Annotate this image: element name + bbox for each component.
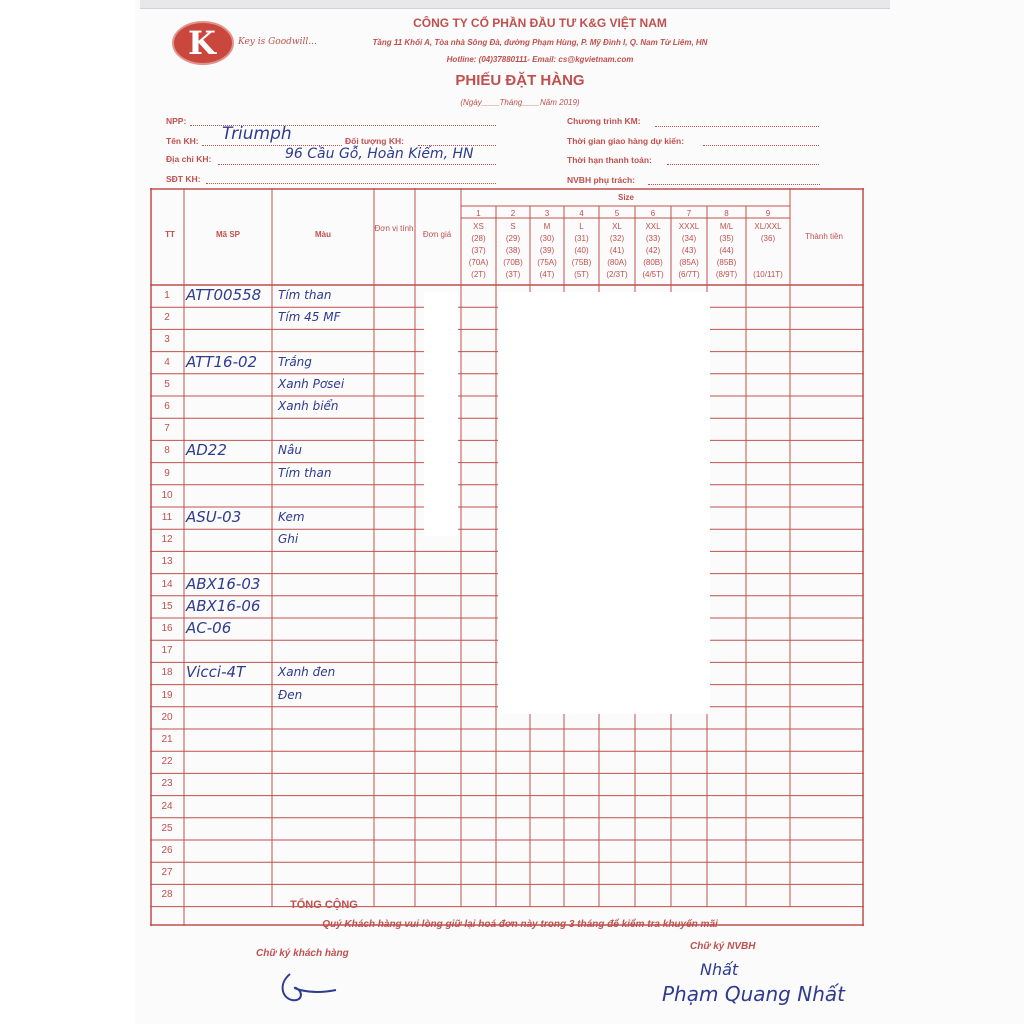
size-label-6: (4/5T) — [642, 270, 664, 279]
size-label-7: (6/7T) — [678, 270, 700, 279]
row-number: 5 — [164, 378, 170, 390]
chuong-trinh-label: Chương trình KM: — [567, 116, 641, 126]
size-label-6: (80B) — [643, 258, 663, 267]
size-label-5: XL — [612, 222, 622, 231]
size-label-2: (29) — [505, 234, 521, 243]
entry-color: Đen — [278, 687, 303, 702]
company-hotline: Hotline: (04)37880111- Email: cs@kgvietnam.com — [446, 55, 634, 64]
form-date-line: (Ngày____Tháng____Năm 2019) — [460, 98, 580, 107]
ten-kh-label: Tên KH: — [166, 136, 199, 146]
size-label-5: (32) — [609, 234, 625, 243]
size-label-5: (80A) — [607, 258, 627, 267]
size-label-3: (30) — [539, 234, 555, 243]
size-label-6: (42) — [645, 246, 661, 255]
doi-tuong-label: Đối tượng KH: — [345, 136, 404, 146]
size-number-3: 3 — [544, 209, 550, 218]
size-label-8: M/L — [719, 222, 734, 231]
size-label-2: S — [510, 222, 516, 231]
size-label-4: (31) — [574, 234, 589, 243]
paper-background-left — [0, 0, 135, 1024]
row-number: 16 — [161, 623, 173, 634]
size-label-8: (35) — [719, 234, 734, 243]
row-number: 24 — [161, 800, 173, 812]
ten-kh-value: Triumph — [222, 124, 292, 144]
size-label-5: (41) — [609, 246, 625, 255]
size-label-8: (85B) — [716, 258, 737, 267]
size-label-2: (3T) — [505, 270, 521, 279]
customer-signature-label: Chữ ký khách hàng — [256, 948, 349, 959]
size-label-2: (70B) — [503, 258, 523, 267]
col-masp-header: Mã SP — [215, 230, 240, 239]
size-number-5: 5 — [614, 209, 620, 218]
entry-product-code: ATT00558 — [186, 286, 262, 304]
entry-color: Kem — [278, 510, 305, 524]
row-number: 20 — [161, 711, 173, 723]
size-label-1: (2T) — [471, 270, 486, 279]
size-label-5: (2/3T) — [606, 270, 628, 279]
size-label-7: XXXL — [678, 222, 700, 231]
size-number-6: 6 — [650, 209, 656, 218]
size-label-9: XL/XXL — [754, 222, 782, 231]
row-number: 4 — [164, 356, 170, 368]
kg-logo — [172, 21, 234, 65]
dia-chi-value: 96 Cầu Gỗ, Hoàn Kiếm, HN — [285, 146, 474, 162]
thoi-han-line — [667, 163, 819, 165]
row-number: 13 — [161, 556, 173, 568]
size-number-1: 1 — [476, 209, 481, 218]
col-size-header: Size — [617, 193, 634, 202]
size-label-6: (33) — [645, 234, 661, 243]
entry-color: Tím 45 MF — [278, 310, 341, 325]
dia-chi-line — [218, 163, 496, 165]
size-label-3: (39) — [539, 246, 555, 255]
size-label-4: (40) — [574, 246, 589, 255]
nvbh-label: NVBH phụ trách: — [567, 175, 635, 185]
redaction-strip — [424, 292, 458, 536]
row-number: 22 — [161, 756, 173, 768]
size-label-9: (36) — [760, 234, 776, 243]
row-number: 25 — [161, 822, 173, 834]
row-number: 18 — [161, 667, 173, 679]
size-number-7: 7 — [686, 209, 692, 218]
entry-color: Xanh Pơsei — [278, 376, 345, 391]
row-number: 1 — [164, 290, 170, 301]
sdt-label: SĐT KH: — [166, 174, 201, 184]
redaction-block — [498, 292, 710, 714]
row-number: 6 — [164, 401, 170, 412]
form-title: PHIẾU ĐẶT HÀNG — [455, 72, 585, 89]
thoi-han-label: Thời hạn thanh toán: — [567, 155, 652, 165]
entry-product-code: ATT16-02 — [186, 352, 258, 371]
size-number-2: 2 — [510, 209, 516, 218]
customer-signature — [276, 966, 346, 1006]
entry-color: Nâu — [278, 443, 302, 458]
entry-color: Ghi — [278, 532, 299, 547]
nvbh-line — [648, 183, 820, 185]
nvbh-signature-label: Chữ ký NVBH — [690, 941, 756, 952]
size-label-7: (85A) — [679, 258, 699, 267]
entry-product-code: AC-06 — [186, 619, 232, 637]
promotion-note: Quý Khách hàng vui lòng giữ lại hoá đơn này trong 3 tháng để kiểm tra khuyến mãi — [322, 919, 718, 930]
row-number: 12 — [161, 534, 173, 546]
row-number: 3 — [164, 334, 170, 346]
size-label-4: (75B) — [571, 258, 592, 267]
company-address: Tầng 11 Khối A, Tòa nhà Sông Đà, đường Phạm Hùng, P. Mỹ Đình I, Q. Nam Từ Liêm, HN — [372, 38, 708, 47]
nvbh-signature-short: Nhất — [700, 960, 739, 979]
total-label: TỔNG CỘNG — [290, 899, 358, 911]
entry-product-code: ABX16-03 — [186, 574, 261, 593]
sdt-line — [206, 182, 496, 184]
entry-color: Tím than — [278, 288, 332, 302]
size-number-8: 8 — [724, 209, 729, 218]
entry-color: Xanh biển — [278, 399, 339, 413]
company-slogan: Key is Goodwill... — [238, 37, 317, 47]
entry-product-code: ABX16-06 — [186, 596, 261, 615]
row-number: 15 — [161, 600, 173, 612]
chuong-trinh-line — [655, 125, 819, 127]
size-label-7: (43) — [681, 246, 697, 255]
row-number: 23 — [161, 778, 173, 790]
entry-color: Trắng — [278, 354, 312, 369]
row-number: 8 — [164, 445, 170, 457]
dia-chi-label: Địa chỉ KH: — [166, 154, 212, 164]
size-label-1: XS — [473, 222, 484, 231]
row-number: 7 — [164, 423, 170, 435]
npp-label: NPP: — [166, 116, 187, 126]
row-number: 28 — [161, 889, 173, 901]
col-tt-header: TT — [165, 230, 175, 239]
row-number: 26 — [161, 845, 173, 856]
row-number: 14 — [161, 578, 173, 590]
col-mau-header: Màu — [315, 230, 331, 239]
entry-color: Xanh đen — [278, 665, 336, 680]
entry-color: Tím than — [278, 465, 332, 480]
size-label-7: (34) — [681, 234, 697, 243]
size-label-3: (75A) — [537, 258, 557, 267]
col-dongia-header: Đơn giá — [422, 230, 452, 239]
size-label-1: (70A) — [468, 258, 489, 267]
row-number: 19 — [161, 689, 173, 701]
previous-sheet-edge — [140, 0, 890, 9]
size-label-4: (5T) — [574, 270, 589, 279]
col-donvi-header: Đơn vị tính — [374, 224, 414, 233]
nvbh-signature-name: Phạm Quang Nhất — [662, 982, 845, 1006]
thoi-gian-label: Thời gian giao hàng dự kiến: — [567, 136, 685, 146]
size-label-4: L — [579, 222, 584, 231]
row-number: 9 — [164, 467, 170, 479]
size-label-1: (37) — [471, 246, 486, 255]
thoi-gian-line — [703, 144, 819, 146]
company-name: CÔNG TY CỔ PHẦN ĐẦU TƯ K&G VIỆT NAM — [413, 16, 667, 30]
row-number: 17 — [161, 645, 173, 657]
entry-product-code: ASU-03 — [186, 508, 242, 526]
size-number-9: 9 — [765, 209, 771, 218]
row-number: 2 — [164, 312, 170, 324]
size-label-6: XXL — [645, 222, 661, 231]
size-label-2: (38) — [505, 246, 521, 255]
entry-product-code: Vicci-4T — [186, 663, 246, 682]
col-thanhtien-header: Thành tiền — [805, 232, 843, 241]
size-label-1: (28) — [471, 234, 486, 243]
size-label-3: M — [543, 222, 551, 231]
paper-background-right — [890, 0, 1024, 1024]
row-number: 21 — [161, 734, 173, 745]
size-label-3: (4T) — [539, 270, 555, 279]
logo-letter: K — [188, 24, 216, 62]
size-number-4: 4 — [579, 209, 584, 218]
size-label-9: (10/11T) — [753, 270, 783, 279]
row-number: 10 — [161, 489, 173, 501]
entry-product-code: AD22 — [186, 441, 227, 460]
size-label-8: (8/9T) — [715, 270, 738, 279]
size-label-8: (44) — [719, 246, 734, 255]
row-number: 11 — [161, 512, 173, 523]
row-number: 27 — [161, 867, 173, 879]
